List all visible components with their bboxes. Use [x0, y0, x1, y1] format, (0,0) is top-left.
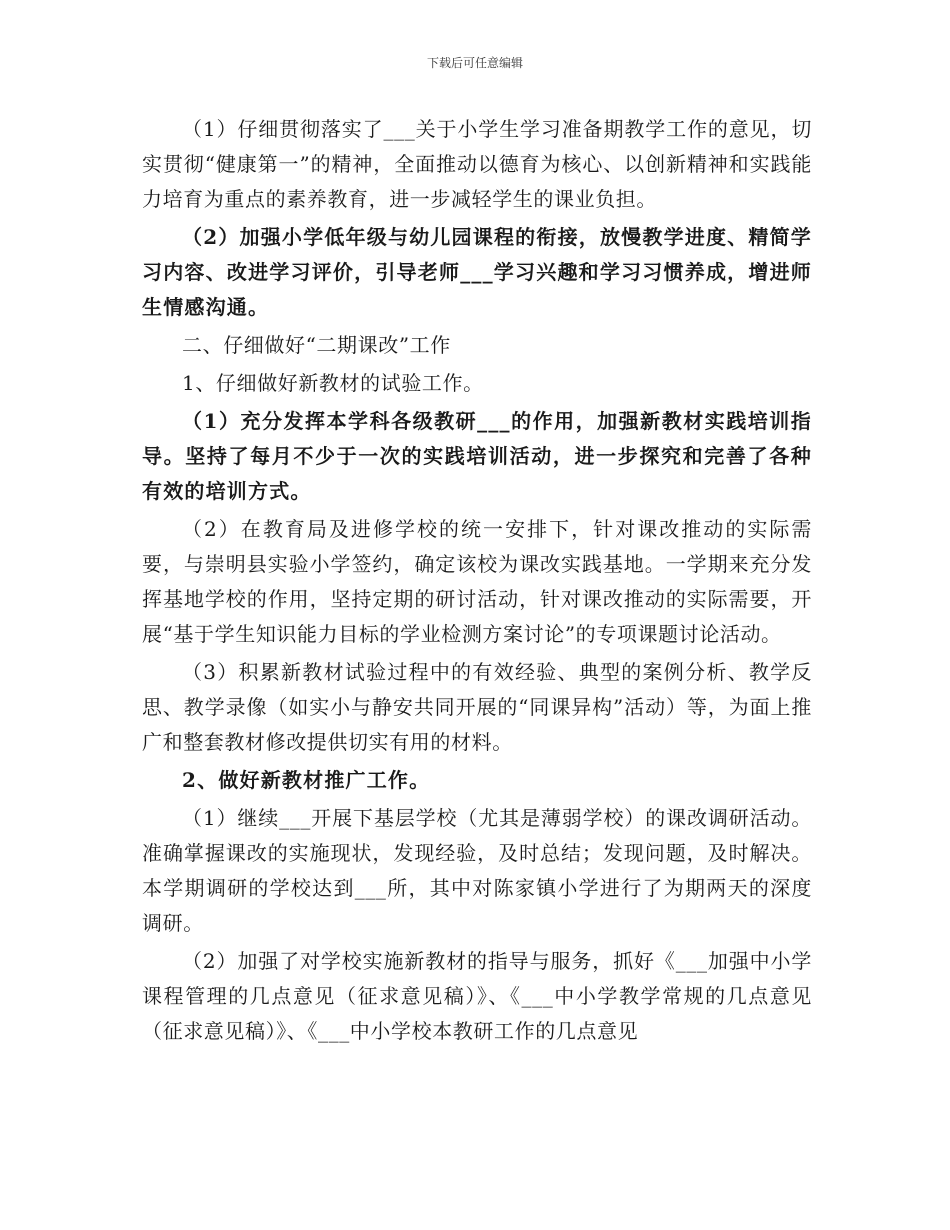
subsection-heading-2: 2、做好新教材推广工作。	[182, 768, 431, 792]
paragraph-6: （1）继续___开展下基层学校（尤其是薄弱学校）的课改调研活动。准确掌握课改的实施现状，发现经验，及时总结；发现问题，及时解决。本学期调研的学校达到___所，其中对陈家镇小学进行了为期两天的深度调研。	[142, 806, 812, 935]
page-header-note: 下载后可任意编辑	[426, 56, 523, 70]
paragraph-5: （3）积累新教材试验过程中的有效经验、典型的案例分析、教学反思、教学录像（如实小与静安共同开展的“同课异构”活动）等，为面上推广和整套教材修改提供切实有用的材料。	[142, 660, 812, 754]
document-body	[142, 112, 812, 1049]
subsection-heading-1: 1、仔细做好新教材的试验工作。	[182, 371, 484, 395]
paragraph-7: （2）加强了对学校实施新教材的指导与服务，抓好《___加强中小学课程管理的几点意见（征求意见稿）》、《___中小学教学常规的几点意见（征求意见稿）》、《___中小学校本教研工作的几点意见	[142, 949, 812, 1043]
paragraph-4: （2）在教育局及进修学校的统一安排下，针对课改推动的实际需要，与崇明县实验小学签约，确定该校为课改实践基地。一学期来充分发挥基地学校的作用，坚持定期的研讨活动，针对课改推动的实际需要，开展“基于学生知识能力目标的学业检测方案讨论”的专项课题讨论活动。	[142, 517, 812, 646]
section-heading-2: 二、仔细做好“二期课改”工作	[182, 333, 451, 357]
paragraph-3: （1）充分发挥本学科各级教研___的作用，加强新教材实践培训指导。坚持了每月不少于一次的实践培训活动，进一步探究和完善了各种有效的培训方式。	[142, 409, 812, 503]
paragraph-1: （1）仔细贯彻落实了___关于小学生学习准备期教学工作的意见，切实贯彻“健康第一”的精神，全面推动以德育为核心、以创新精神和实践能力培育为重点的素养教育，进一步减轻学生的课业负担。	[142, 117, 812, 211]
paragraph-2: （2）加强小学低年级与幼儿园课程的衔接，放慢教学进度、精简学习内容、改进学习评价，引导老师___学习兴趣和学习习惯养成，增进师生情感沟通。	[142, 225, 812, 319]
